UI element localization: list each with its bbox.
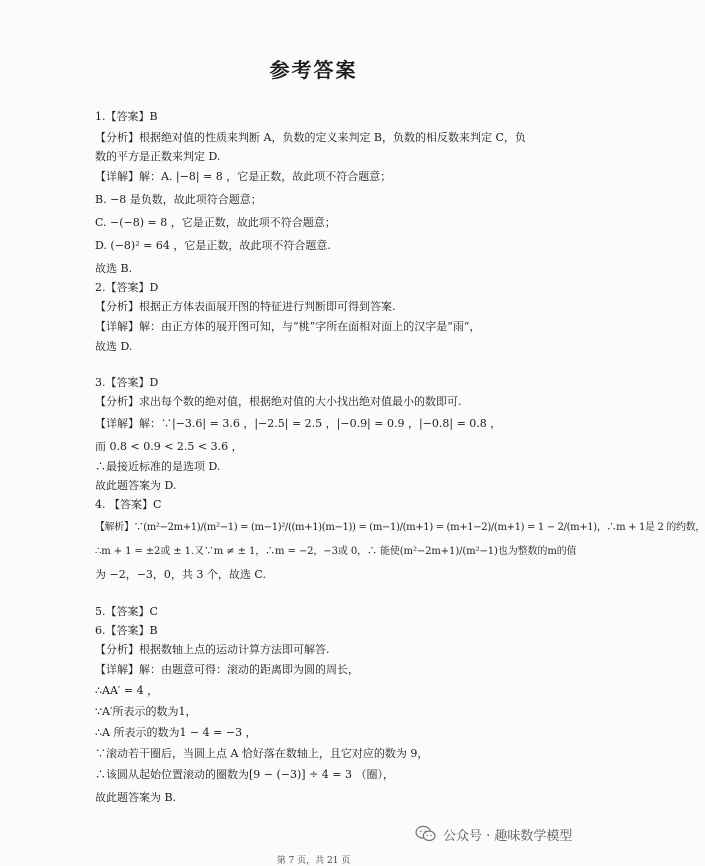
text-line: 【解析】∵(m²−2m+1)/(m²−1) = (m−1)²/((m+1)(m−1)) = (m−1)/(m+1) = (m+1−2)/(m+1) = 1 − 2/(m+1)，∴m + 1是 2 的约数， xyxy=(95,522,705,533)
text-line: 为 −2，−3，0，共 3 个，故选 C. xyxy=(95,568,266,581)
text-line: ∵A′所表示的数为1， xyxy=(95,705,197,718)
text-line: 【详解】解：由题意可得：滚动的距离即为圆的周长， xyxy=(95,663,359,676)
text-line: 数的平方是正数来判定 D. xyxy=(95,150,221,163)
text-line: ∵滚动若干圈后，当圆上点 A 恰好落在数轴上，且它对应的数为 9， xyxy=(95,747,429,760)
text-line: D. (−8)² = 64 ，它是正数，故此项不符合题意. xyxy=(95,239,331,252)
page-title: 参考答案 xyxy=(269,58,358,82)
wechat-icon xyxy=(415,825,437,843)
text-line: 【分析】根据数轴上点的运动计算方法即可解答. xyxy=(95,643,330,656)
text-line: 2.【答案】D xyxy=(95,281,159,294)
text-line: 【分析】根据绝对值的性质来判断 A，负数的定义来判定 B，负数的相反数来判定 C，负 xyxy=(95,131,526,144)
text-line: ∴A 所表示的数为1 − 4 = −3 ， xyxy=(95,726,257,739)
text-line: ∴m + 1 = ±2或 ± 1.又∵m ≠ ± 1，∴m = −2，−3或 0，∴ 能使(m²−2m+1)/(m²−1)也为整数的m的值 xyxy=(95,546,577,557)
text-line: B. −8 是负数，故此项符合题意； xyxy=(95,193,262,206)
text-line: 而 0.8 < 0.9 < 2.5 < 3.6 ， xyxy=(95,440,243,453)
text-line: ∴该圆从起始位置滚动的圈数为[9 − (−3)] ÷ 4 = 3 （圈）， xyxy=(95,768,395,781)
text-line: 故选 B. xyxy=(95,262,133,275)
text-line: 【详解】解：A. |−8| = 8 ，它是正数，故此项不符合题意； xyxy=(95,170,392,183)
page-number: 第 7 页，共 21 页 xyxy=(276,856,351,866)
text-line: 5.【答案】C xyxy=(95,605,158,618)
text-line: C. −(−8) = 8 ，它是正数，故此项不符合题意； xyxy=(95,216,336,229)
text-line: 故选 D. xyxy=(95,340,133,353)
text-line: 【详解】解：∵|−3.6| = 3.6 ，|−2.5| = 2.5 ，|−0.9| = 0.9 ，|−0.8| = 0.8 ， xyxy=(95,417,502,430)
watermark-label: 公众号 · 趣味数学模型 xyxy=(443,828,573,844)
text-line: 1.【答案】B xyxy=(95,110,158,123)
text-line: ∴AA′ = 4 ， xyxy=(95,684,159,697)
text-line: 【分析】求出每个数的绝对值，根据绝对值的大小找出绝对值最小的数即可. xyxy=(95,395,462,408)
text-line: 6.【答案】B xyxy=(95,624,158,637)
text-line: ∴最接近标准的是选项 D. xyxy=(95,460,221,473)
wechat-watermark xyxy=(415,823,572,845)
text-line: 【分析】根据正方体表面展开图的特征进行判断即可得到答案. xyxy=(95,300,396,313)
text-line: 4. 【答案】C xyxy=(95,498,162,511)
text-line: 故此题答案为 D. xyxy=(95,479,177,492)
text-line: 故此题答案为 B. xyxy=(95,791,177,804)
text-line: 3.【答案】D xyxy=(95,376,159,389)
text-line: 【详解】解：由正方体的展开图可知，与“桃”字所在面相对面上的汉字是“雨”， xyxy=(95,320,481,333)
